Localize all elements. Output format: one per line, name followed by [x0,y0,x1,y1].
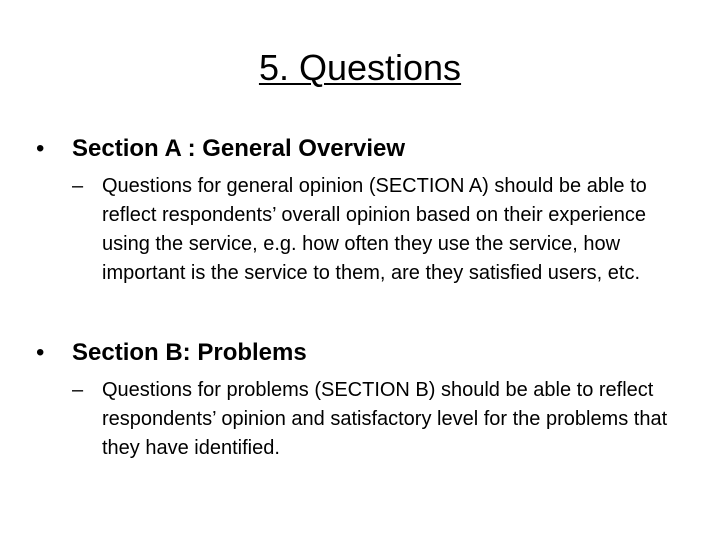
section-b-bullet-row [36,336,684,370]
section-a-text: Questions for general opinion (SECTION A) should be able to reflect respondents’ overall opinion based on their experience using the service, e.g. how often they use the service, how important is the service to them, are they satisfied users, etc. [102,175,647,284]
section-a-sub-bullet [72,172,684,288]
dash-icon: – [72,175,84,197]
section-a [36,132,684,288]
section-b-text: Questions for problems (SECTION B) should be able to reflect respondents’ opinion and satisfactory level for the problems that they have identified. [102,379,668,459]
section-b-heading: Section B: Problems [72,339,307,366]
section-a-heading: Section A : General Overview [72,135,406,162]
dash-icon: – [72,379,84,401]
bullet-icon: • [36,135,45,162]
bullet-icon: • [36,339,45,366]
section-a-bullet-row [36,132,684,166]
slide-title: 5. Questions [258,47,462,88]
section-b [36,336,684,463]
section-b-sub-bullet [72,376,684,463]
